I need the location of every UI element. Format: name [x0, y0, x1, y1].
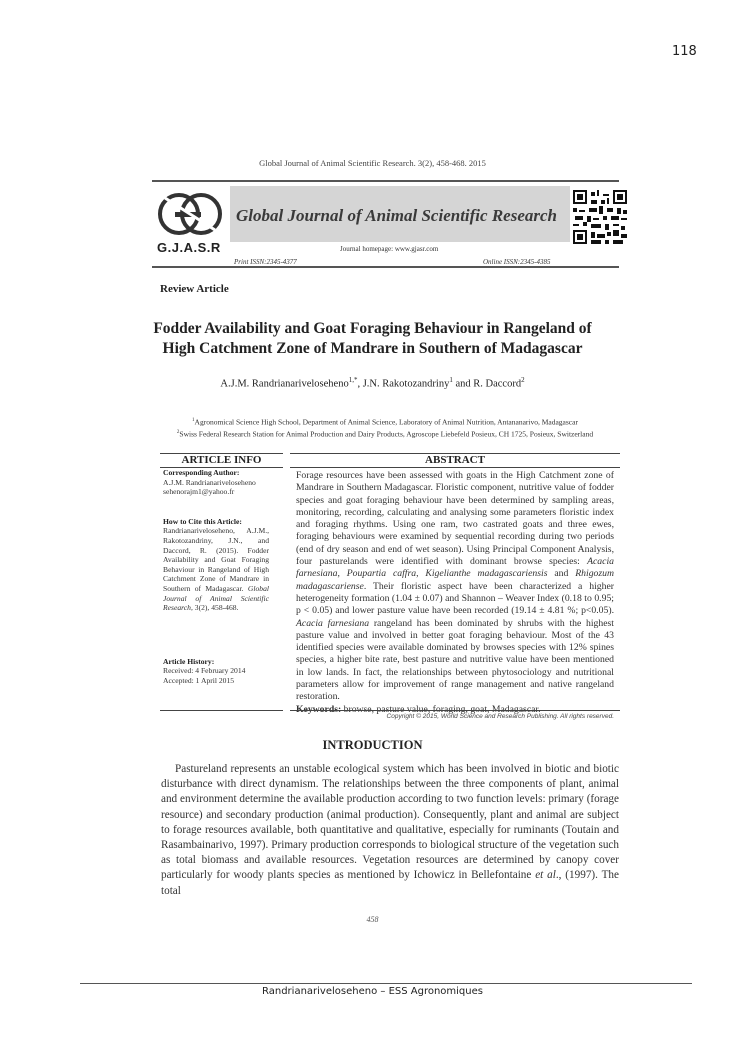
corresponding-author-label: Corresponding Author:	[163, 468, 240, 477]
journal-homepage: Journal homepage: www.gjasr.com	[340, 245, 439, 253]
introduction-text: Pastureland represents an unstable ecological system which has been involved in biotic and biotic disturbance with direct dynamism. The relationships between the three components of plant, animal and environment determine the available production according to two function levels: primary (forage resource) and secondary production (animal production). Consequently, plant and animal are subject to forage resources available, both quantitative and qualitative, especially for ruminants (Toutain and Rasambainarivo, 1997). Primary production corresponds to biological structure of the vegetation such as total biomass and available resources. Vegetation resources are determined by canopy cover particularly for woody plants species as mentioned by Ichowicz in Bellefontaine et al., (1997). The total	[161, 763, 619, 897]
abstract-bottom-rule	[290, 710, 620, 711]
footer-text: Randrianariveloseheno – ESS Agronomiques	[262, 986, 483, 997]
author-1: A.J.M. Randrianariveloseheno	[220, 378, 349, 390]
affiliation-2-number: 2	[176, 429, 180, 435]
print-issn: Print ISSN:2345-4377	[234, 258, 297, 266]
copyright-notice: Copyright © 2015, World Science and Research Publishing. All rights reserved.	[386, 713, 614, 720]
author-3: and R. Daccord	[452, 378, 522, 390]
article-info-header: ARTICLE INFO	[181, 454, 262, 466]
qr-code	[573, 190, 627, 244]
introduction-heading: INTRODUCTION	[322, 738, 423, 752]
author-3-affil: 2	[521, 376, 525, 384]
accepted-date: Accepted: 1 April 2015	[163, 675, 235, 685]
authors	[0, 376, 745, 390]
affiliation-2: Swiss Federal Research Station for Animal Production and Dairy Products, Agroscope Liebefeld Posieux, CH 1725, Posieux, Switzerland	[179, 429, 594, 438]
paper-title-line-2: High Catchment Zone of Mandrare in Southern of Madagascar	[162, 340, 583, 357]
citation-line: Global Journal of Animal Scientific Research. 3(2), 458-468. 2015	[259, 158, 486, 168]
corresponding-author-email[interactable]: sehenorajm1@yahoo.fr	[163, 487, 235, 497]
footer-rule	[80, 983, 692, 984]
author-2: , J.N. Rakotozandriny	[357, 378, 450, 390]
banner-top-rule	[152, 180, 619, 182]
affiliations	[170, 416, 600, 439]
info-bottom-rule	[160, 710, 283, 711]
paper-title	[0, 319, 745, 359]
affiliation-1: Agronomical Science High School, Department of Animal Science, Laboratory of Animal Nutrition, Antananarivo, Madagascar	[194, 417, 578, 427]
journal-page-number: 458	[366, 915, 379, 924]
banner-bottom-rule	[152, 266, 619, 268]
article-history-label: Article History:	[163, 656, 215, 666]
cite-journal: Global Journal of Animal Scientific Research,	[163, 583, 269, 613]
author-1-affil: 1,*	[348, 376, 358, 384]
abstract-header: ABSTRACT	[425, 454, 485, 466]
affiliation-1-number: 1	[192, 418, 195, 423]
article-type: Review Article	[160, 283, 229, 295]
abstract-header-rule	[290, 467, 620, 468]
article-info	[163, 468, 269, 686]
logo-text: G.J.A.S.R	[157, 240, 221, 255]
author-2-affil: 1	[449, 376, 453, 384]
received-date: Received: 4 February 2014	[163, 666, 246, 676]
page-number: 118	[672, 44, 697, 59]
cite-text: Randrianariveloseheno, A.J.M., Rakotozandriny, J.N., and Daccord, R. (2015). Fodder Availability and Goat Foraging Behaviour in Rangeland of High Catchment Zone of Mandrare in Southern of Madagascar.	[163, 526, 269, 593]
online-issn: Online ISSN:2345-4385	[483, 258, 551, 266]
paper-title-line-1: Fodder Availability and Goat Foraging Behaviour in Rangeland of	[153, 320, 592, 337]
corresponding-author-name: A.J.M. Randrianariveloseheno	[163, 477, 256, 487]
cite-label: How to Cite this Article:	[163, 516, 242, 526]
cite-volume: 3(2), 458-468.	[194, 603, 239, 613]
abstract-text: Forage resources have been assessed with goats in the High Catchment zone of Mandrare in Southern Madagascar. Floristic component, nutritive value of fodder species and goat foraging behaviour have been determined by sampling areas, monitoring, recording, calculating and analysing some parameters floristic index and foraging rhythms. Using one ram, two castrated goats and three ewes, foraging behaviours were examined by sequential recording during two periods (end of dry season and end of wet season). Using Principal Component Analysis, four pasturelands were identified with dominant browse species: Acacia farnesiana, Poupartia caffra, Kigelianthe madagascariensis and Rhigozum madagascariense. Their floristic aspect have been characterized a higher heterogeneity formation (1.04 ± 0.07) and Shannon – Weaver Index (0.18 to 0.95; p < 0.05) and lower pasture value have been recorded (19.14 ± 4.81 %; p<0.05). Acacia farnesiana rangeland has been dominated by shrubs with the highest pasture value and involved in better goat foraging behaviour. Most of the 43 identified species were available dominated by browses species with 12% spines species, a higher bite rate, best pasture and nutritive value have been mentioned in low lands. In fact, the relationships between phytosociology and nutritional parameters allow for improvement of range management and native rangeland restoration.	[296, 470, 614, 716]
journal-title: Global Journal of Animal Scientific Research	[236, 206, 557, 225]
